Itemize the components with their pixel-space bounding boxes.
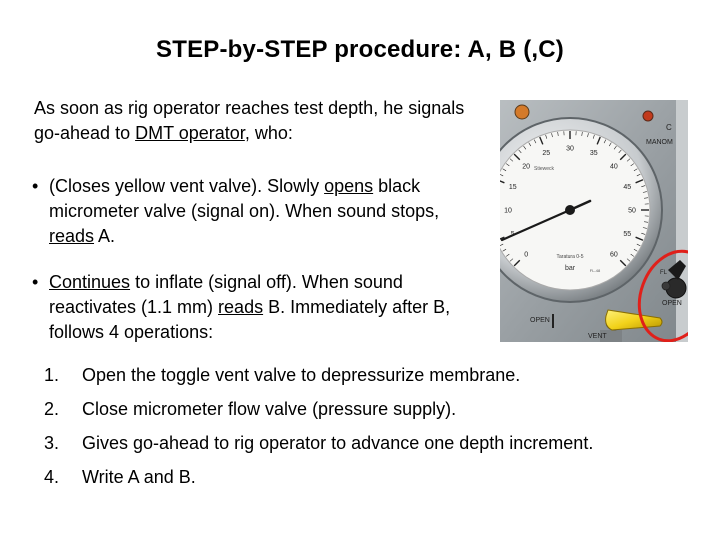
gauge-tick-label: 35 — [589, 150, 598, 158]
bullet-marker: • — [32, 176, 39, 196]
step-number: 2. — [44, 399, 60, 419]
gauge-tick-label: 15 — [508, 183, 517, 191]
panel-label-manom: MANOM — [646, 139, 673, 146]
bullet-part: to inflate (signal off). When sound reactivates (1.1 mm) — [49, 272, 403, 317]
bullet-item-close-vent — [32, 174, 472, 249]
gauge-tick-label: 40 — [609, 163, 618, 171]
gauge-tick-label: 0 — [524, 251, 529, 259]
gauge-brand: Stieweck — [533, 166, 555, 172]
step-text: Close micrometer flow valve (pressure supply). — [82, 399, 457, 419]
gauge-tick-label: 10 — [504, 207, 512, 215]
step-text: Open the toggle vent valve to depressurize membrane. — [82, 365, 521, 385]
panel-label-fl: FL — [660, 270, 668, 276]
dmt-control-panel-photo — [500, 100, 688, 342]
open-indicator-line — [552, 314, 554, 328]
gauge-range: Taratura 0-5 — [556, 254, 584, 260]
slide-title: STEP-by-STEP procedure: A, B (,C) — [156, 36, 564, 63]
bullet-part: (Closes yellow vent valve). Slowly — [49, 176, 325, 196]
bullet-part-opens: opens — [324, 176, 374, 196]
orange-connector-icon — [515, 105, 529, 119]
intro-dmt-operator: DMT operator — [135, 123, 245, 143]
bullet-part-continues: Continues — [49, 272, 131, 292]
gauge-tick-label: 45 — [623, 183, 632, 191]
bullet-part: B. Immediately after B, follows 4 operations: — [49, 297, 451, 342]
step-text: Write A and B. — [82, 467, 196, 487]
bullet-part: A. — [94, 226, 116, 246]
bullet-item-continues — [32, 270, 472, 345]
bullet-text — [49, 270, 472, 345]
panel-label-open-left: OPEN — [530, 317, 550, 324]
red-connector-icon — [643, 111, 653, 121]
gauge-tick-label: 50 — [628, 207, 636, 215]
list-item — [44, 464, 684, 490]
gauge-unit: bar — [564, 265, 576, 272]
intro-paragraph — [34, 96, 474, 146]
gauge-pivot — [565, 205, 575, 215]
gauge-small-label: FL-48 — [589, 268, 601, 273]
step-number: 4. — [44, 467, 60, 487]
bullet-part-reads: reads — [218, 297, 264, 317]
bullet-part: black micrometer valve (signal on). When sound stops, — [49, 176, 440, 221]
list-item — [44, 362, 684, 388]
control-panel-illustration — [500, 100, 688, 342]
gauge-tick-label: 20 — [522, 163, 531, 171]
panel-label-c: C — [666, 123, 672, 132]
panel-label-vent: VENT — [588, 333, 607, 340]
intro-text-start: As soon as rig operator reaches test depth, he signals go-ahead to — [34, 98, 465, 143]
operations-list — [44, 362, 684, 498]
list-item — [44, 430, 684, 456]
bullet-text — [49, 174, 472, 249]
step-text: Gives go-ahead to rig operator to advance one depth increment. — [82, 433, 594, 453]
step-number: 3. — [44, 433, 60, 453]
step-number: 1. — [44, 365, 60, 385]
list-item — [44, 396, 684, 422]
panel-label-open-right: OPEN — [662, 300, 682, 307]
gauge-tick-label: 60 — [609, 251, 618, 259]
gauge-tick-label: 30 — [566, 145, 574, 153]
gauge-tick-label: 55 — [623, 231, 632, 239]
small-knob-icon — [662, 282, 670, 290]
bullet-marker: • — [32, 272, 39, 292]
intro-text-end: , who: — [244, 123, 293, 143]
bullet-part-reads: reads — [49, 226, 95, 246]
gauge-tick-label: 25 — [542, 150, 551, 158]
